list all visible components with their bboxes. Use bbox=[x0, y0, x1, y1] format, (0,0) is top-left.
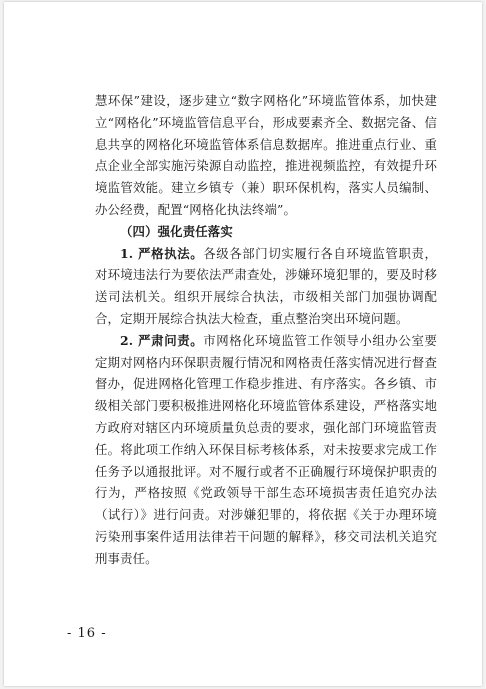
paragraph-text-accountability: 市网格化环境监管工作领导小组办公室要定期对网格内环保职责履行情况和网格责任落实情况进行督查督办，促进网格化管理工作稳步推进、有序落实。各乡镇、市级相关部门要积极推进网格化环境监管体系建设，严格落实地方政府对辖区内环境质量负总责的要求，强化部门环境监管责任。将此项工作纳入环保目标考核体系，对未按要求完成工作任务予以通报批评。对不履行或者不正确履行环境保护职责的行为，严格按照《党政领导干部生态环境损害责任追究办法（试行）》进行问责。对涉嫌犯罪的，将依据《关于办理环境污染刑事案件适用法律若干问题的解释》，移交司法机关追究刑事责任。 bbox=[95, 332, 438, 566]
document-page bbox=[4, 2, 482, 686]
paragraph-strict-enforcement bbox=[95, 243, 437, 330]
page-number: - 16 - bbox=[67, 626, 107, 641]
paragraph-intro: 慧环保”建设，逐步建立“数字网格化”环境监管体系，加快建立“网格化”环境监管信息平台，形成要素齐全、数据完备、信息共享的网格化环境监管体系信息数据库。推进重点行业、重点企业全部实施污染源自动监控，推进视频监控，有效提升环境监管效能。建立乡镇专（兼）职环保机构，落实人员编制、办公经费，配置“网格化执法终端”。 bbox=[95, 93, 437, 217]
section-heading: （四）强化责任落实 bbox=[120, 223, 233, 239]
document-body bbox=[95, 90, 437, 570]
paragraph-text-strict-enforcement: 各级各部门切实履行各自环境监管职责，对环境违法行为要依法严肃查处，涉嫌环境犯罪的，要及时移送司法机关。组织开展综合执法，市级相关部门加强协调配合，定期开展综合执法大检查，重点整治突出环境问题。 bbox=[95, 245, 438, 326]
paragraph-accountability bbox=[95, 330, 437, 570]
paragraph-lead-accountability: 2. 严肃问责。 bbox=[120, 332, 204, 348]
paragraph-lead-strict-enforcement: 1. 严格执法。 bbox=[120, 245, 204, 261]
